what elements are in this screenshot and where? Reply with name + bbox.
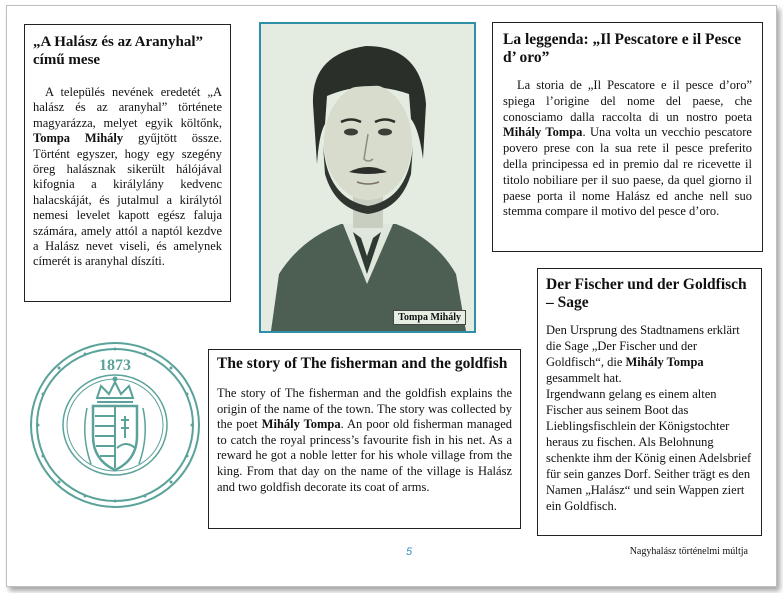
hungarian-text xyxy=(33,85,222,270)
english-story-box xyxy=(208,349,521,529)
german-text-after: Irgendwann gelang es einem alten Fischer aus seinem Boot das Lieblingsfischlein der Königstochter heraus zu fischen. Als Belohnung schenkte ihm der König einen Adelsbrief für sein ganzes Dorf. Seither trägt es den Namen „Halász“ und sein Wappen ziert ein Goldfisch. xyxy=(546,387,752,513)
portrait-image xyxy=(259,22,476,333)
german-story-box xyxy=(537,268,762,536)
page-number: 5 xyxy=(406,546,413,558)
portrait-caption: Tompa Mihály xyxy=(393,310,466,325)
german-text-before: Den Ursprung des Stadtnamens erklärt die Sage „Der Fischer und der Goldfisch“, die xyxy=(546,323,740,369)
italian-title: La leggenda: „Il Pescatore e il Pesce d’ oro” xyxy=(503,31,742,66)
hungarian-text-before: A település nevének eredetét „A halász és az aranyhal” története magyarázza, melyet egyik költőnk, xyxy=(33,85,222,130)
german-text-mid: gesammelt hat. xyxy=(546,371,622,385)
italian-author: Mihály Tompa xyxy=(503,125,583,140)
portrait-drawing xyxy=(261,24,474,331)
document-page xyxy=(6,5,777,587)
hungarian-story-box xyxy=(24,24,231,302)
italian-text-after: . Una volta un vecchio pescatore povero prese con la sua rete il pesce preferito della principessa ed in premio dal re ricevette il titolo nobiliare per il suo paese, da quel giorno il paese porta il nome Halász ed anche nell suo stemma compare il motivo del pesce d’oro. xyxy=(503,125,752,219)
italian-text xyxy=(503,78,752,220)
english-author: Mihály Tompa xyxy=(261,417,341,432)
italian-story-box xyxy=(492,22,763,252)
footer-title: Nagyhalász történelmi múltja xyxy=(629,546,748,557)
hungarian-title: „A Halász és az Aranyhal” című mese xyxy=(33,34,204,68)
english-text-after: . An poor old fisherman managed to catch the royal princess’s favourite fish in his net. As a reward he got a noble letter for his whole village from the king. From that day on the name of the village is Halász and two goldfish decorate its coat of arms. xyxy=(217,417,513,494)
seal-stamp-drawing xyxy=(25,336,205,514)
hungarian-text-after: gyűjtött össze. Történt egyszer, hogy egy szegény öreg halásznak sikerült hálójával kifognia a királylány kedvenc halacskáját, és jutalmul a királytól nemesi levelet kapott egész faluja számára, amely attól a naptól kezdve a Halász nevet viseli, és amelynek címerét is aranyhal díszíti. xyxy=(33,131,222,269)
english-text-before: The story of The fisherman and the goldfish explains the origin of the name of the town. The story was collected by the poet xyxy=(217,386,512,432)
english-title: The story of The fisherman and the goldfish xyxy=(217,355,508,372)
italian-text-before: La storia de „Il Pescatore e il pesce d’oro” spiega l’origine del nome del paese, che conosciamo dalla raccolta di un nostro poeta xyxy=(503,78,752,124)
german-text xyxy=(546,322,753,514)
seal-stamp xyxy=(25,336,205,514)
german-title: Der Fischer und der Goldfisch – Sage xyxy=(546,276,747,311)
hungarian-author: Tompa Mihály xyxy=(33,131,124,146)
german-author: Mihály Tompa xyxy=(625,355,704,369)
english-text xyxy=(217,386,512,495)
seal-year: 1873 xyxy=(99,357,131,374)
